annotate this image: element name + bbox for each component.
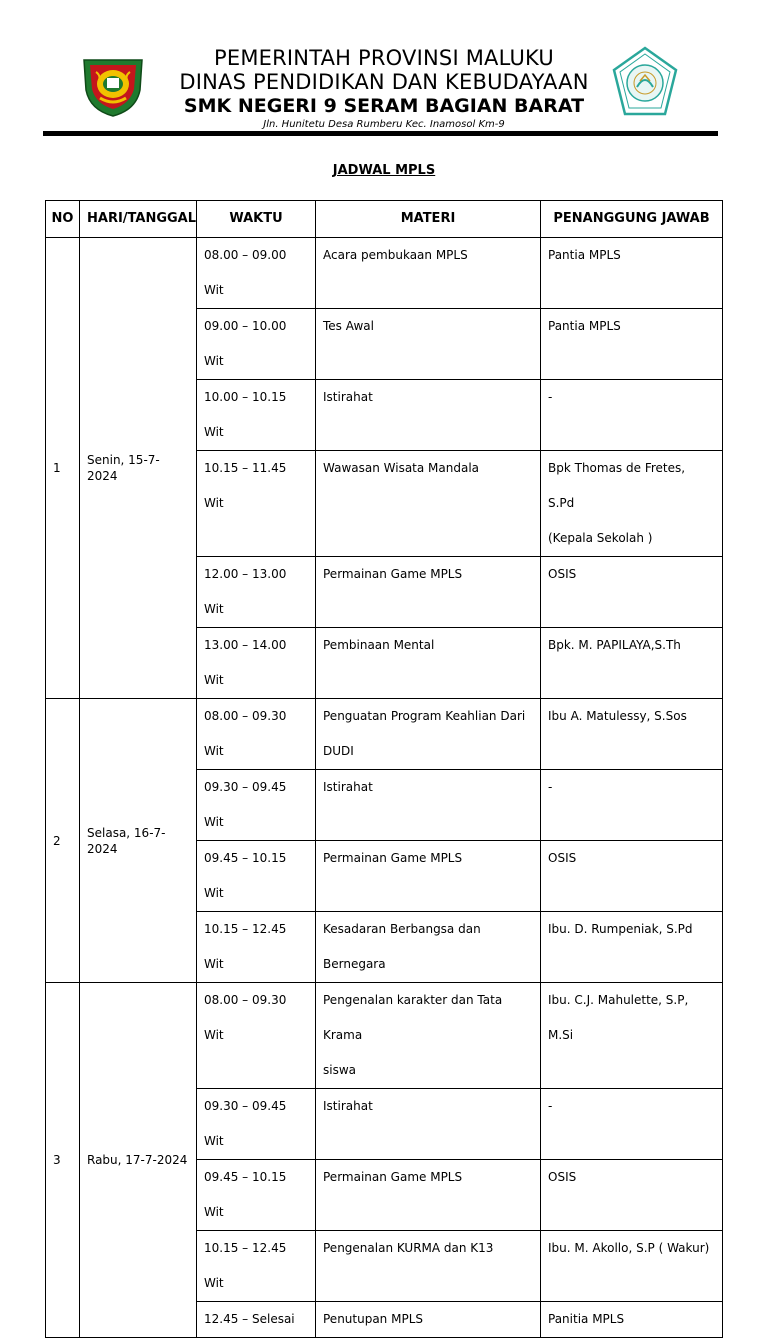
material-cell: Istirahat bbox=[316, 1089, 541, 1160]
table-row bbox=[46, 699, 723, 770]
material-line: Penguatan Program Keahlian Dari bbox=[323, 709, 526, 723]
school-name: SMK NEGERI 9 SERAM BAGIAN BARAT bbox=[183, 95, 585, 117]
time-cell: 13.00 – 14.00 Wit bbox=[197, 628, 316, 699]
day-number: 2 bbox=[46, 699, 80, 983]
material-cell: Permainan Game MPLS bbox=[316, 841, 541, 912]
person-cell: - bbox=[541, 380, 723, 451]
material-cell: Acara pembukaan MPLS bbox=[316, 238, 541, 309]
time-cell: 09.45 – 10.15 Wit bbox=[197, 1160, 316, 1231]
government-name: PEMERINTAH PROVINSI MALUKU bbox=[213, 46, 554, 70]
day-number: 1 bbox=[46, 238, 80, 699]
department-name: DINAS PENDIDIKAN DAN KEBUDAYAAN bbox=[179, 70, 589, 94]
time-cell: 09.45 – 10.15 Wit bbox=[197, 841, 316, 912]
time-cell: 10.00 – 10.15 Wit bbox=[197, 380, 316, 451]
material-cell: Pembinaan Mental bbox=[316, 628, 541, 699]
material-line: DUDI bbox=[323, 744, 354, 758]
material-cell: Penutupan MPLS bbox=[316, 1302, 541, 1338]
column-header-date: HARI/TANGGAL bbox=[80, 201, 197, 238]
letterhead bbox=[0, 0, 768, 140]
time-cell: 10.15 – 12.45 Wit bbox=[197, 912, 316, 983]
column-header-person-in-charge: PENANGGUNG JAWAB bbox=[541, 201, 723, 238]
school-logo-icon bbox=[611, 45, 679, 119]
school-address: Jln. Hunitetu Desa Rumberu Kec. Inamosol Km-9 bbox=[263, 119, 505, 130]
material-cell bbox=[316, 983, 541, 1089]
table-row bbox=[46, 983, 723, 1089]
table-row bbox=[46, 238, 723, 309]
column-header-time: WAKTU bbox=[197, 201, 316, 238]
person-cell: Pantia MPLS bbox=[541, 309, 723, 380]
material-cell: Tes Awal bbox=[316, 309, 541, 380]
material-cell: Istirahat bbox=[316, 770, 541, 841]
time-cell: 10.15 – 12.45 Wit bbox=[197, 1231, 316, 1302]
person-cell: Bpk. M. PAPILAYA,S.Th bbox=[541, 628, 723, 699]
day-number: 3 bbox=[46, 983, 80, 1338]
header-divider bbox=[43, 131, 718, 136]
person-cell: Pantia MPLS bbox=[541, 238, 723, 309]
day-date: Rabu, 17-7-2024 bbox=[80, 983, 197, 1338]
person-cell: OSIS bbox=[541, 841, 723, 912]
material-cell bbox=[316, 699, 541, 770]
time-cell: 09.30 – 09.45 Wit bbox=[197, 770, 316, 841]
material-line: Pengenalan karakter dan Tata Krama bbox=[323, 993, 503, 1042]
person-cell: Ibu. D. Rumpeniak, S.Pd bbox=[541, 912, 723, 983]
time-cell: 08.00 – 09.30 Wit bbox=[197, 699, 316, 770]
person-cell: Panitia MPLS bbox=[541, 1302, 723, 1338]
material-cell: Permainan Game MPLS bbox=[316, 557, 541, 628]
material-cell: Kesadaran Berbangsa dan Bernegara bbox=[316, 912, 541, 983]
time-cell: 12.45 – Selesai bbox=[197, 1302, 316, 1338]
day-date: Senin, 15-7-2024 bbox=[80, 238, 197, 699]
material-cell: Pengenalan KURMA dan K13 bbox=[316, 1231, 541, 1302]
time-cell: 09.00 – 10.00 Wit bbox=[197, 309, 316, 380]
time-cell: 12.00 – 13.00 Wit bbox=[197, 557, 316, 628]
column-header-no: NO bbox=[46, 201, 80, 238]
time-cell: 09.30 – 09.45 Wit bbox=[197, 1089, 316, 1160]
person-cell: OSIS bbox=[541, 557, 723, 628]
person-cell: Ibu A. Matulessy, S.Sos bbox=[541, 699, 723, 770]
time-cell: 10.15 – 11.45 Wit bbox=[197, 451, 316, 557]
material-cell: Wawasan Wisata Mandala bbox=[316, 451, 541, 557]
day-date: Selasa, 16-7-2024 bbox=[80, 699, 197, 983]
time-cell: 08.00 – 09.00 Wit bbox=[197, 238, 316, 309]
material-line: siswa bbox=[323, 1063, 357, 1077]
person-cell: - bbox=[541, 770, 723, 841]
column-header-material: MATERI bbox=[316, 201, 541, 238]
schedule-table bbox=[45, 200, 723, 1338]
person-cell: OSIS bbox=[541, 1160, 723, 1231]
person-name: Bpk Thomas de Fretes, S.Pd bbox=[548, 461, 686, 510]
person-cell bbox=[541, 451, 723, 557]
document-title: JADWAL MPLS bbox=[332, 163, 436, 178]
person-role: (Kepala Sekolah ) bbox=[548, 531, 653, 545]
material-cell: Istirahat bbox=[316, 380, 541, 451]
person-cell: Ibu. C.J. Mahulette, S.P, M.Si bbox=[541, 983, 723, 1089]
table-header-row bbox=[46, 201, 723, 238]
material-cell: Permainan Game MPLS bbox=[316, 1160, 541, 1231]
person-cell: - bbox=[541, 1089, 723, 1160]
time-cell: 08.00 – 09.30 Wit bbox=[197, 983, 316, 1089]
person-cell: Ibu. M. Akollo, S.P ( Wakur) bbox=[541, 1231, 723, 1302]
